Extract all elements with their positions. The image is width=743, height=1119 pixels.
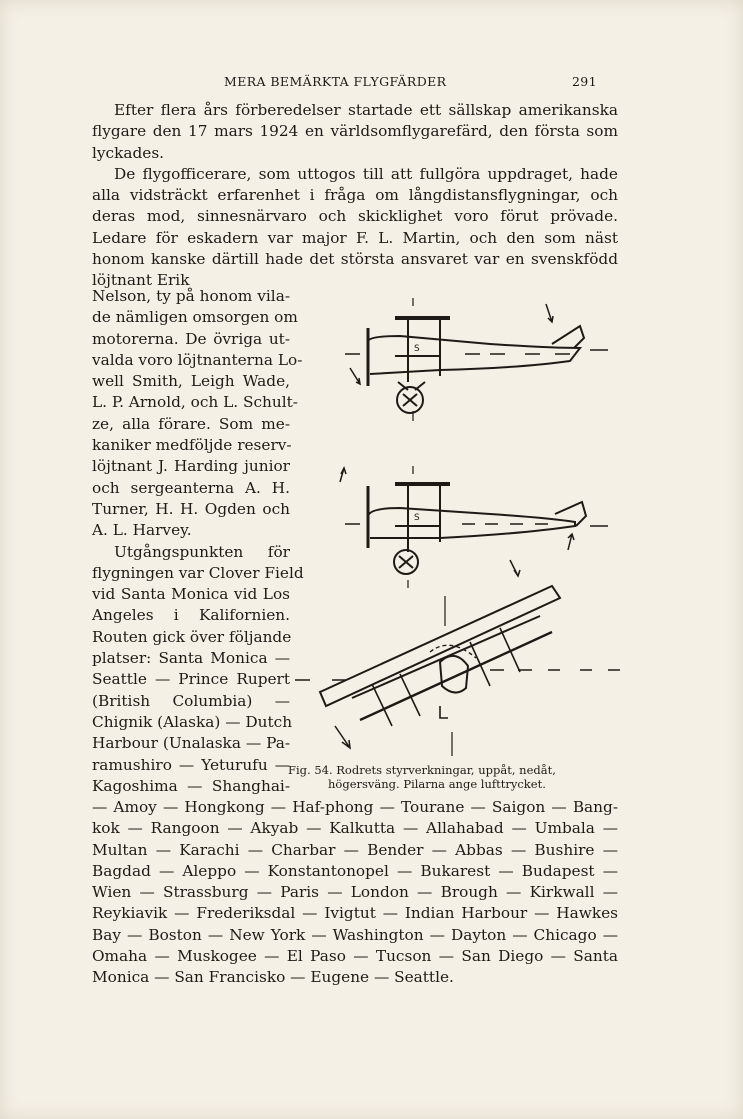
text-line: flygare den 17 mars 1924 en världsomflygarefärd, den första som: [92, 122, 618, 141]
text-line: De flygofficerare, som uttogos till att fullgöra uppdraget, hade alla: [92, 164, 618, 205]
text-line: Kagoshima — Shanghai-: [92, 776, 290, 795]
text-line: Chignik (Alaska) — Dutch: [92, 712, 293, 731]
text-line: valda voro löjtnanterna Lo-: [92, 350, 303, 369]
text-line: och sergeanterna A. H.: [92, 478, 290, 497]
text-line: Seattle — Prince Rupert: [92, 670, 290, 689]
text-line: löjtnant J. Harding junior: [92, 457, 290, 476]
text-line: (British Columbia) —: [92, 691, 290, 710]
text-line: Angeles i Kalifornien.: [92, 606, 290, 625]
text-line: Nelson, ty på honom vila-: [92, 287, 290, 305]
text-line: de nämligen omsorgen om: [92, 308, 298, 327]
text-line: platser: Santa Monica —: [92, 649, 290, 668]
text-line: vidsträckt erfarenhet i fråga om långdistansflygningar, och deras: [92, 186, 618, 226]
biplane-side-view-2: [340, 466, 608, 588]
text-line: ze, alla förare. Som me-: [92, 414, 290, 433]
biplane-side-view-1: [345, 298, 608, 421]
text-line: mod, sinnesnärvaro och skicklighet voro förut prövade. Ledare för: [92, 207, 618, 247]
page-number: 291: [571, 74, 597, 89]
text-line: eskadern var major F. L. Martin, och den som näst honom kanske: [92, 228, 618, 269]
text-line: vid Santa Monica vid Los: [92, 585, 290, 604]
text-line: flygningen var Clover Field: [92, 563, 304, 582]
text-line: Multan — Karachi — Charbar — Bender — Abbas — Bushire —: [92, 840, 618, 859]
text-line: motorerna. De övriga ut-: [92, 329, 290, 348]
biplane-top-view: [295, 560, 620, 756]
paragraph-2: [92, 164, 618, 292]
text-line: Efter flera års förberedelser startade ett sällskap amerikanska: [114, 101, 618, 119]
text-line: kok — Rangoon — Akyab — Kalkutta — Allahabad — Umbala —: [92, 819, 618, 838]
text-line: Wien — Strassburg — Paris — London — Brough — Kirkwall —: [92, 883, 618, 902]
text-line: Harbour (Unalaska — Pa-: [92, 734, 290, 753]
text-line: ramushiro — Yeturufu —: [92, 755, 290, 774]
text-line: lyckades.: [92, 143, 165, 162]
text-line: Utgångspunkten för: [114, 542, 290, 561]
chapter-title: MERA BEMÄRKTA FLYGFÄRDER: [224, 74, 447, 89]
text-line: L. P. Arnold, och L. Schult-: [92, 393, 298, 412]
text-line: well Smith, Leigh Wade,: [92, 372, 290, 391]
figure-caption: [288, 763, 628, 791]
text-line: Bay — Boston — New York — Washington — Dayton — Chicago —: [92, 925, 618, 944]
caption-line-2: högersväng. Pilarna ange lufttrycket.: [328, 777, 546, 791]
label-s-1: S: [414, 344, 420, 354]
figure-54-rudder-diagram: [290, 286, 625, 756]
text-line: Bagdad — Aleppo — Konstantonopel — Bukarest — Budapest —: [92, 861, 618, 880]
caption-line-1: Fig. 54. Rodrets styrverkningar, uppåt, nedåt,: [288, 763, 556, 777]
text-line: Turner, H. H. Ogden och: [92, 499, 290, 518]
paragraph-1: [92, 100, 618, 164]
wrapped-text-column: [92, 286, 304, 797]
text-line: kaniker medföljde reserv-: [92, 436, 292, 455]
text-line: Monica — San Francisko — Eugene — Seattle.: [92, 968, 454, 987]
text-line: A. L. Harvey.: [92, 521, 192, 540]
text-line: Omaha — Muskogee — El Paso — Tucson — San Diego — Santa: [92, 947, 618, 966]
route-list-text: [92, 797, 618, 989]
text-line: Routen gick över följande: [92, 627, 292, 646]
text-line: därtill hade det största ansvaret var en svenskfödd löjtnant Erik: [92, 250, 618, 290]
label-s-2: S: [414, 513, 420, 523]
text-line: Reykiavik — Frederiksdal — Ivigtut — Indian Harbour — Hawkes: [92, 904, 618, 923]
full-width-text: [92, 100, 618, 292]
text-line: — Amoy — Hongkong — Haf-phong — Tourane — Saigon — Bang-: [92, 798, 618, 816]
